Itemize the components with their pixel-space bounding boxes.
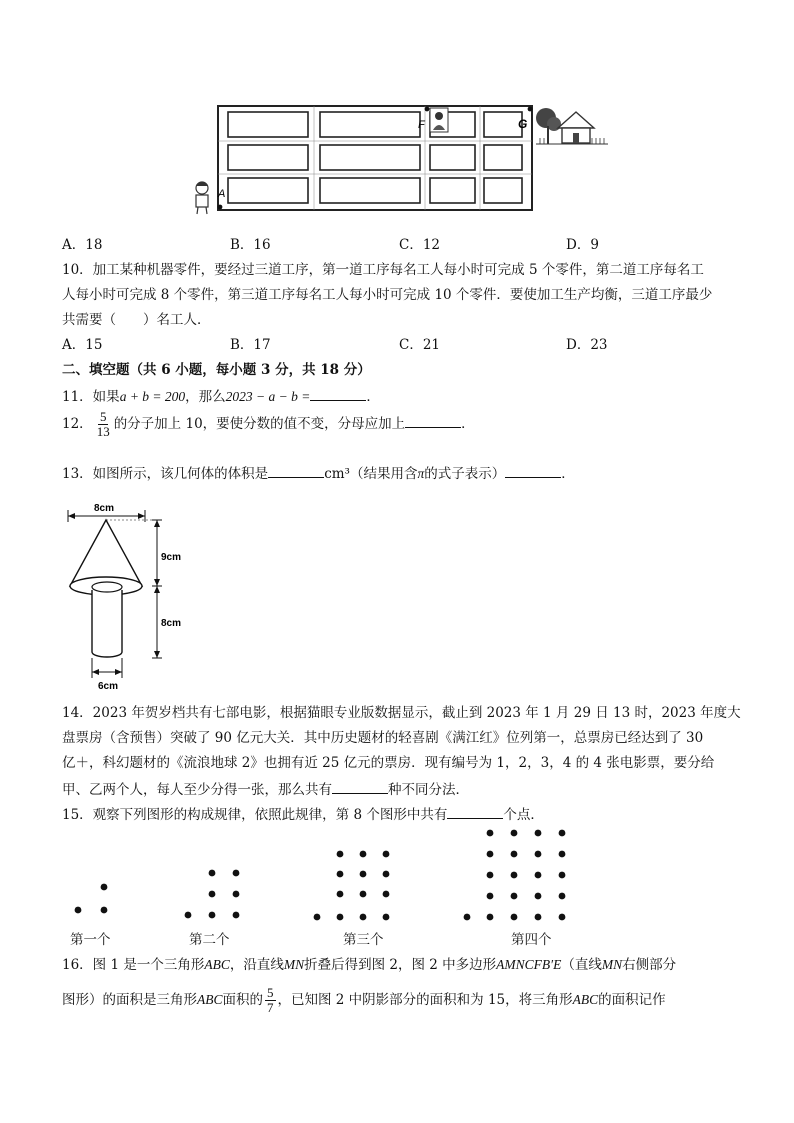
q16-fraction: $\frac{5}{7}$ bbox=[267, 985, 274, 1015]
q11-mid: ，那么 bbox=[185, 389, 226, 405]
dot-caption-4: 第四个 bbox=[511, 932, 552, 948]
dim-bottom-width: 6cm bbox=[98, 681, 119, 692]
q13-answer-blank-1[interactable] bbox=[268, 463, 324, 478]
q14-line-2: 盘票房（含预售）突破了 90 亿元大关．其中历史题材的轻喜剧《满江红》位列第一，总票房已经达到了 30 bbox=[62, 730, 704, 746]
dim-cone-height: 9cm bbox=[161, 552, 182, 563]
section-heading-fill-in: 二、填空题（共 6 小题，每小题 3 分，共 18 分） bbox=[62, 362, 371, 378]
dot-pattern-figures bbox=[60, 822, 580, 952]
road-map-figure bbox=[180, 98, 610, 218]
q16-line-2: 图形）的面积是三角形ABC面积的 $\frac{5}{7}$ ，已知图 2 中阴影部分的面积和为 15，将三角形ABC的面积记作 bbox=[62, 985, 666, 1015]
map-label-a: A bbox=[218, 188, 226, 200]
q11-eq1: a + b = 200 bbox=[119, 389, 186, 404]
map-label-f: F bbox=[418, 119, 425, 131]
q14-line-3: 亿＋，科幻题材的《流浪地球 2》也拥有近 25 亿元的票房．现有编号为 1，2，3，4 的 4 张电影票，要分给 bbox=[62, 755, 715, 771]
q15-answer-blank[interactable] bbox=[447, 804, 503, 819]
q11-answer-blank[interactable] bbox=[310, 386, 366, 401]
q14-answer-blank[interactable] bbox=[332, 779, 388, 794]
dot-caption-2: 第二个 bbox=[189, 932, 230, 948]
q11 bbox=[62, 386, 380, 406]
q10-line-2: 人每小时可完成 8 个零件，第三道工序每名工人每小时可完成 10 个零件．要使加工生产均衡，三道工序最少 bbox=[62, 287, 713, 303]
q15: 15．观察下列图形的构成规律，依照此规律，第 8 个图形中共有 个点． bbox=[62, 804, 544, 824]
house-tree-icon bbox=[536, 108, 608, 144]
q12 bbox=[62, 410, 475, 439]
q11-suffix: ． bbox=[366, 389, 380, 405]
q9-option-a[interactable]: A．18 bbox=[62, 237, 103, 253]
q12-fraction: $\frac{5}{13}$ bbox=[96, 409, 110, 439]
q13 bbox=[62, 463, 575, 483]
q14-line-1: 14．2023 年贺岁档共有七部电影，根据猫眼专业版数据显示，截止到 2023 年 1 月 29 日 13 时，2023 年度大 bbox=[62, 705, 741, 721]
q13-pi: π bbox=[417, 466, 425, 481]
q12-suffix: ． bbox=[461, 416, 475, 432]
q10-line-3: 共需要（ ）名工人． bbox=[62, 312, 211, 328]
q12-answer-blank[interactable] bbox=[405, 413, 461, 428]
girl-icon bbox=[430, 108, 448, 132]
q10-option-c[interactable]: C．21 bbox=[399, 337, 441, 353]
q12-text: 的分子加上 10，要使分数的值不变，分母应加上 bbox=[113, 416, 406, 432]
dim-top-width: 8cm bbox=[94, 503, 115, 514]
q13-text2: 的式子表示） bbox=[424, 466, 506, 482]
dot-caption-3: 第三个 bbox=[343, 932, 384, 948]
q12-prefix: 12． bbox=[62, 416, 93, 432]
q10-option-d[interactable]: D．23 bbox=[566, 337, 608, 353]
q9-option-b[interactable]: B．16 bbox=[230, 237, 271, 253]
q13-unit: cm³（结果用含 bbox=[324, 466, 418, 482]
q11-prefix: 11．如果 bbox=[62, 389, 120, 405]
q16-line-1: 16．图 1 是一个三角形ABC，沿直线MN折叠后得到图 2，图 2 中多边形AMNCFB′E（直线MN右侧部分 bbox=[62, 957, 677, 973]
q9-option-d[interactable]: D．9 bbox=[566, 237, 599, 253]
q13-suffix: ． bbox=[561, 466, 575, 482]
boy-icon bbox=[196, 182, 208, 214]
dot-caption-1: 第一个 bbox=[70, 932, 111, 948]
q10-line-1: 10．加工某种机器零件，要经过三道工序，第一道工序每名工人每小时可完成 5 个零件，第二道工序每名工 bbox=[62, 262, 704, 278]
q9-option-c[interactable]: C．12 bbox=[399, 237, 441, 253]
q10-option-b[interactable]: B．17 bbox=[230, 337, 271, 353]
q10-option-a[interactable]: A．15 bbox=[62, 337, 103, 353]
dim-cylinder-height: 8cm bbox=[161, 618, 182, 629]
cone-cylinder-figure bbox=[60, 498, 190, 698]
q13-answer-blank-2[interactable] bbox=[505, 463, 561, 478]
q14-line-4: 甲、乙两个人，每人至少分得一张，那么共有 种不同分法． bbox=[62, 779, 469, 799]
q13-text1: 13．如图所示，该几何体的体积是 bbox=[62, 466, 269, 482]
q11-eq2: 2023 − a − b = bbox=[225, 389, 311, 404]
map-label-g: G bbox=[518, 117, 528, 131]
